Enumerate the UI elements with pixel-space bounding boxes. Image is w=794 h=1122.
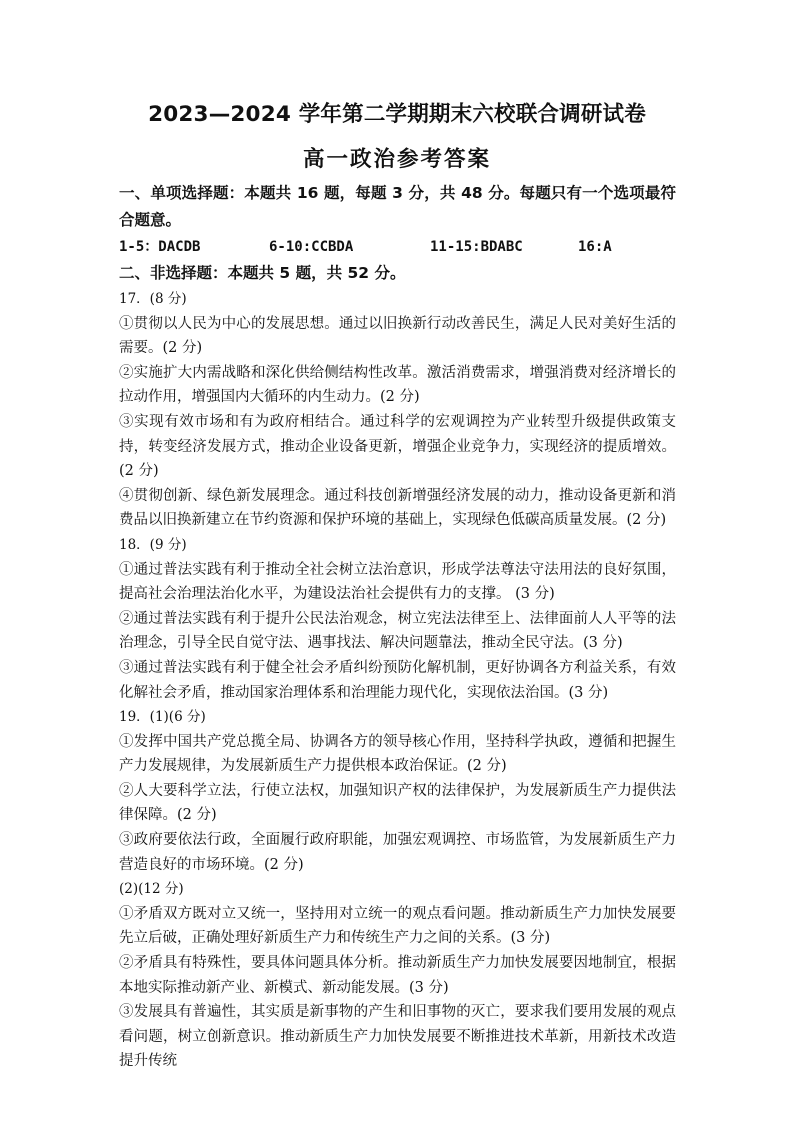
choice-answers-row <box>119 234 676 260</box>
page-title: 2023—2024 学年第二学期期末六校联合调研试卷 <box>148 102 646 127</box>
q19-item: ②人大要科学立法，行使立法权，加强知识产权的法律保护，为发展新质生产力提供法律保障。(2 分) <box>119 782 676 824</box>
q18-item: ③通过普法实践有利于健全社会矛盾纠纷预防化解机制，更好协调各方利益关系，有效化解社会矛盾，推动国家治理体系和治理能力现代化，实现依法治国。(3 分) <box>119 659 676 701</box>
section1-heading: 一、单项选择题：本题共 16 题，每题 3 分，共 48 分。每题只有一个选项最符合题意。 <box>119 184 676 229</box>
q19-part2-item: ②矛盾具有特殊性，要具体问题具体分析。推动新质生产力加快发展要因地制宜，根据本地实际推动新产业、新模式、新动能发展。(3 分) <box>119 955 676 996</box>
question-19-part2-label: (2)(12 分) <box>119 881 184 898</box>
q18-item: ②通过普法实践有利于提升公民法治观念，树立宪法法律至上、法律面前人人平等的法治理念，引导全民自觉守法、遇事找法、解决问题靠法，推动全民守法。(3 分) <box>119 610 676 652</box>
q19-part2-item: ①矛盾双方既对立又统一，坚持用对立统一的观点看问题。推动新质生产力加快发展要先立后破，正确处理好新质生产力和传统生产力之间的关系。(3 分) <box>119 905 676 947</box>
q17-item: ②实施扩大内需战略和深化供给侧结构性改革。激活消费需求，增强消费对经济增长的拉动作用，增强国内大循环的内生动力。(2 分) <box>119 364 676 406</box>
q17-item: ①贯彻以人民为中心的发展思想。通过以旧换新行动改善民生，满足人民对美好生活的需要。(2 分) <box>119 315 676 357</box>
answer-group: 16:A <box>578 239 612 255</box>
section2-heading: 二、非选择题：本题共 5 题，共 52 分。 <box>119 264 406 282</box>
page-subtitle: 高一政治参考答案 <box>302 147 491 172</box>
question-19-label: 19．(1)(6 分) <box>119 709 206 726</box>
q17-item: ③实现有效市场和有为政府相结合。通过科学的宏观调控为产业转型升级提供政策支持，转变经济发展方式，推动企业设备更新，增强企业竞争力，实现经济的提质增效。(2 分) <box>119 413 676 480</box>
answer-group: 11-15:BDABC <box>430 239 523 255</box>
q17-item: ④贯彻创新、绿色新发展理念。通过科技创新增强经济发展的动力，推动设备更新和消费品以旧换新建立在节约资源和保护环境的基础上，实现绿色低碳高质量发展。(2 分) <box>119 487 676 529</box>
q19-part2-item: ③发展具有普遍性，其实质是新事物的产生和旧事物的灭亡，要求我们要用发展的观点看问题，树立创新意识。推动新质生产力加快发展要不断推进技术革新，用新技术改造提升传统 <box>119 1004 676 1070</box>
question-18-label: 18．(9 分) <box>119 536 187 553</box>
q19-item: ①发挥中国共产党总揽全局、协调各方的领导核心作用，坚持科学执政，遵循和把握生产力发展规律，为发展新质生产力提供根本政治保证。(2 分) <box>119 733 676 775</box>
q19-item: ③政府要依法行政，全面履行政府职能，加强宏观调控、市场监管，为发展新质生产力营造良好的市场环境。(2 分) <box>119 832 676 873</box>
q18-item: ①通过普法实践有利于推动全社会树立法治意识，形成学法尊法守法用法的良好氛围，提高社会治理法治化水平，为建设法治社会提供有力的支撑。 (3 分) <box>119 561 676 603</box>
answer-group: 1-5：DACDB <box>119 239 201 255</box>
document-body <box>119 180 676 1074</box>
question-17-label: 17．(8 分) <box>119 291 187 307</box>
answer-group: 6-10:CCBDA <box>269 239 354 255</box>
